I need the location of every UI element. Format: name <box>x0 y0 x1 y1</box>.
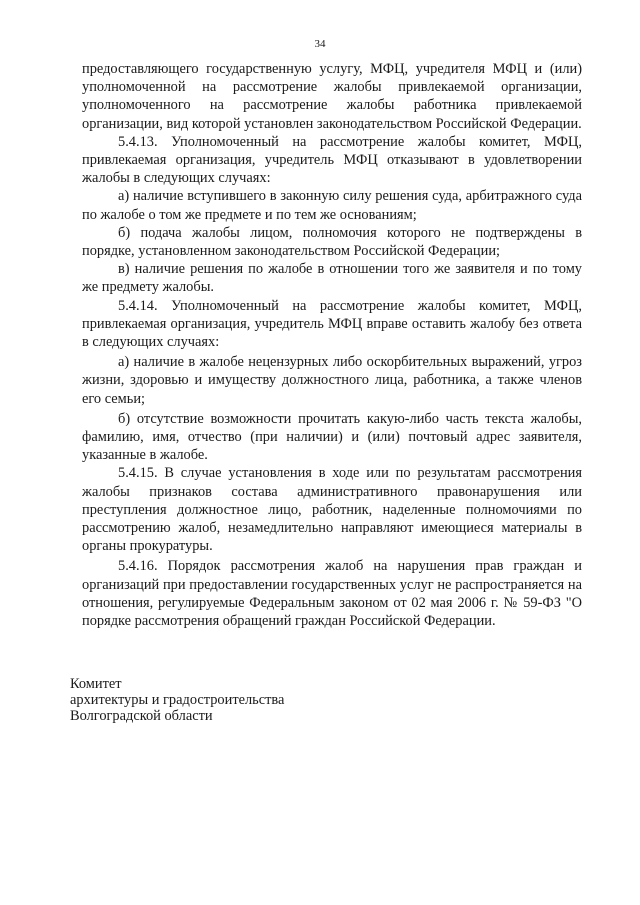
paragraph-5-4-13: 5.4.13. Уполномоченный на рассмотрение жалобы комитет, МФЦ, привлекаемая организация, учредитель МФЦ отказывают в удовлетворении жалобы в следующих случаях: <box>82 133 582 187</box>
paragraph-5-4-16: 5.4.16. Порядок рассмотрения жалоб на нарушения прав граждан и организаций при предоставлении государственных услуг не распространяется на отношения, регулируемые Федеральным законом от 02 мая 2006 г. № 59-ФЗ "О порядке рассмотрения обращений граждан Российской Федерации. <box>82 558 582 630</box>
list-item-b: б) подача жалобы лицом, полномочия которого не подтверждены в порядке, установленном законодательством Российской Федерации; <box>82 224 582 260</box>
list-item-b: б) отсутствие возможности прочитать какую-либо часть текста жалобы, фамилию, имя, отчество (при наличии) и (или) почтовый адрес заявителя, указанные в жалобе. <box>82 410 582 464</box>
page-number: 34 <box>314 38 326 50</box>
signature-block <box>70 676 284 724</box>
list-item-v: в) наличие решения по жалобе в отношении того же заявителя и по тому же предмету жалобы. <box>82 261 582 296</box>
document-body <box>82 60 582 630</box>
footer-line-region: Волгоградской области <box>70 708 213 724</box>
list-item-a: а) наличие в жалобе нецензурных либо оскорбительных выражений, угроз жизни, здоровью и имуществу должностного лица, работника, а также членов его семьи; <box>82 354 582 407</box>
paragraph-continuation: предоставляющего государственную услугу, МФЦ, учредителя МФЦ и (или) уполномоченной на рассмотрение жалобы привлекаемой организации, уполномоченного на рассмотрение жалобы работника привлекаемой организации, вид которой установлен законодательством Российской Федерации. <box>82 61 582 132</box>
footer-line-committee: Комитет <box>70 676 122 692</box>
paragraph-5-4-14: 5.4.14. Уполномоченный на рассмотрение жалобы комитет, МФЦ, привлекаемая организация, учредитель МФЦ вправе оставить жалобу без ответа в следующих случаях: <box>82 297 582 351</box>
paragraph-5-4-15: 5.4.15. В случае установления в ходе или по результатам рассмотрения жалобы признаков состава административного правонарушения или преступления должностное лицо, работник, наделенные полномочиями по рассмотрению жалоб, незамедлительно направляют имеющиеся материалы в органы прокуратуры. <box>82 465 582 555</box>
list-item-a: а) наличие вступившего в законную силу решения суда, арбитражного суда по жалобе о том же предмете и по тем же основаниям; <box>82 188 582 223</box>
footer-line-architecture: архитектуры и градостроительства <box>70 692 285 708</box>
